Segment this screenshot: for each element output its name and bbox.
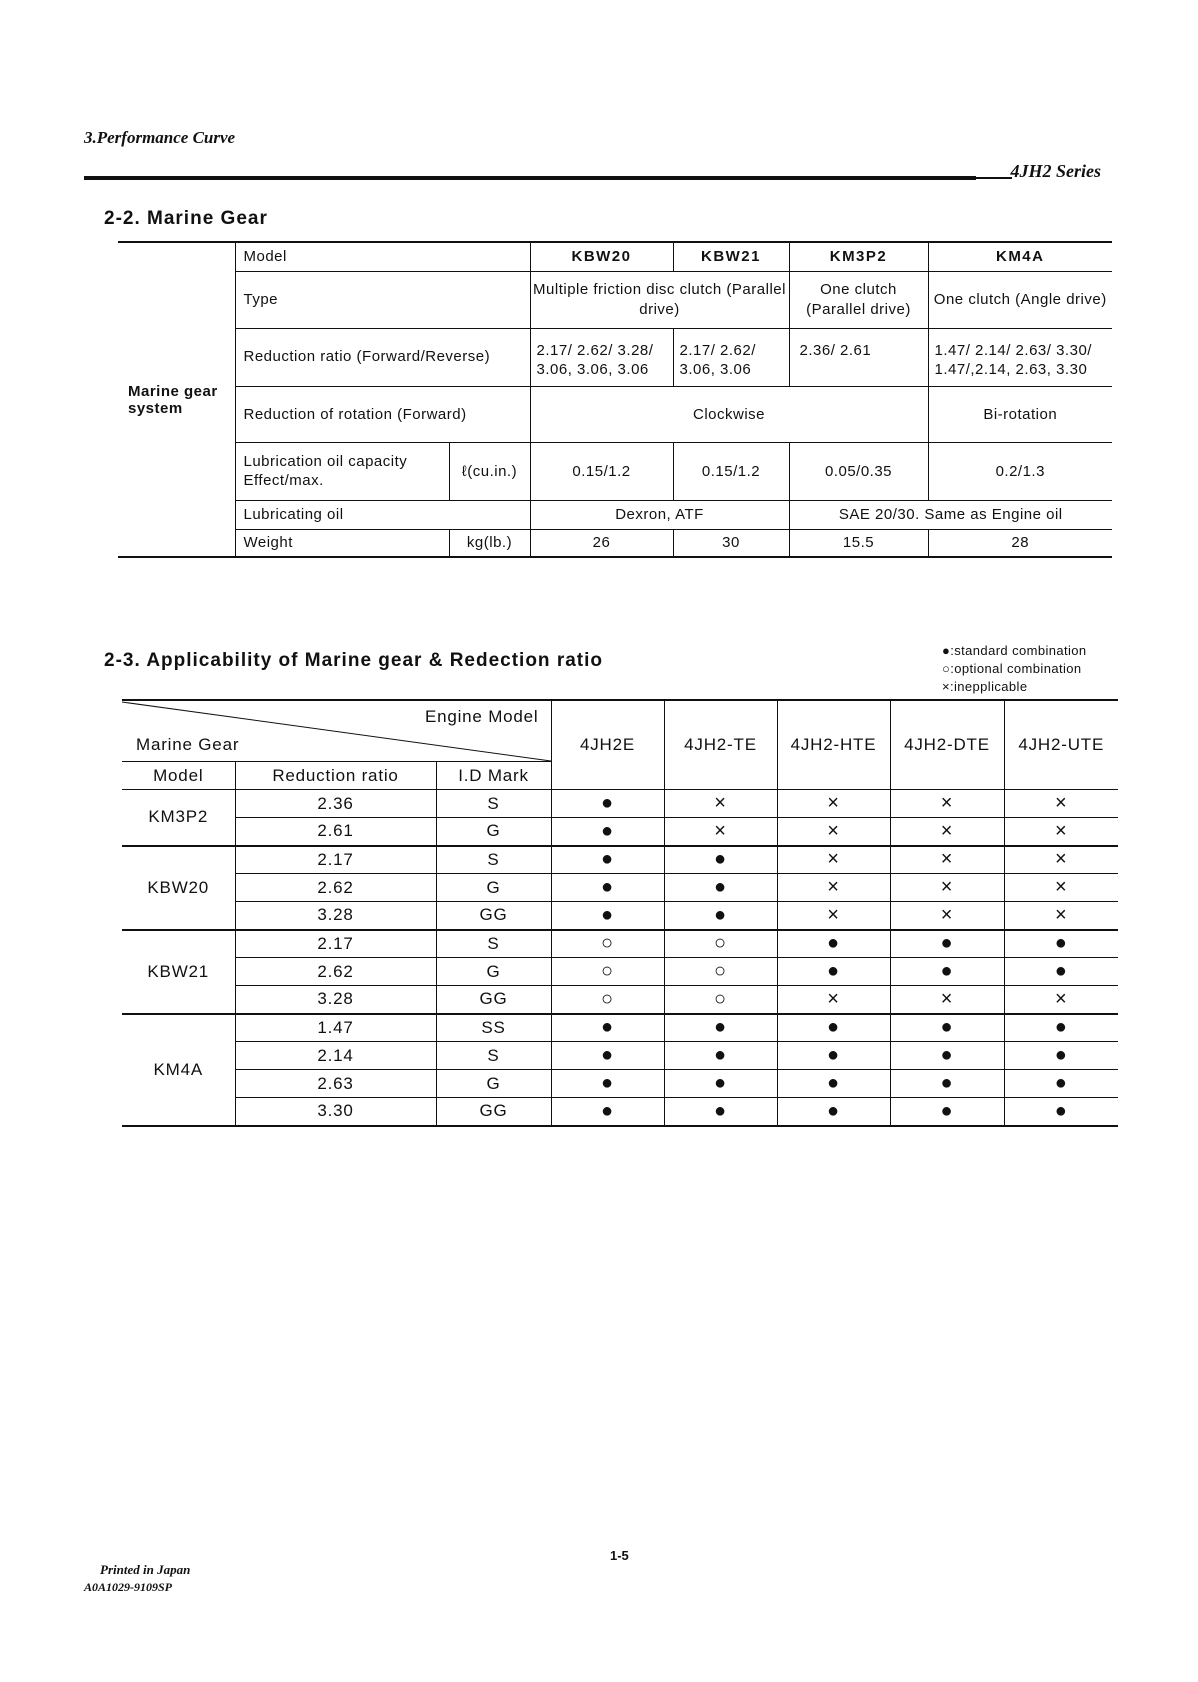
- combination-mark: ●: [551, 874, 664, 902]
- combination-mark: ×: [890, 846, 1004, 874]
- combination-mark: ●: [664, 1098, 777, 1126]
- engine-4jh2-hte: 4JH2-HTE: [777, 700, 890, 790]
- combination-mark: ●: [551, 1042, 664, 1070]
- table-row: [122, 986, 1118, 1014]
- model-kbw20: KBW20: [530, 242, 673, 271]
- table-row: [122, 1014, 1118, 1042]
- weight-kbw21: 30: [673, 529, 789, 557]
- page-number: 1-5: [610, 1548, 629, 1563]
- printed-in-japan: Printed in Japan: [100, 1562, 191, 1577]
- combination-mark: ●: [551, 790, 664, 818]
- combination-mark: ×: [890, 790, 1004, 818]
- combination-mark: ●: [777, 1070, 890, 1098]
- combination-mark: ×: [890, 818, 1004, 846]
- engine-4jh2e: 4JH2E: [551, 700, 664, 790]
- document-code: A0A1029-9109SP: [84, 1580, 173, 1594]
- reduction-ratio: 2.14: [235, 1042, 436, 1070]
- id-mark: GG: [436, 986, 551, 1014]
- table-row: [122, 930, 1118, 958]
- combination-mark: ●: [777, 958, 890, 986]
- corner-header: [122, 700, 551, 762]
- combination-mark: ×: [777, 986, 890, 1014]
- marine-gear-system-label: Marine gear system: [118, 242, 235, 557]
- id-mark: GG: [436, 1098, 551, 1126]
- reduction-km4a: 1.47/ 2.14/ 2.63/ 3.30/ 1.47/,2.14, 2.63, 3.30: [928, 328, 1112, 386]
- legend-standard: ●:standard combination: [942, 643, 1087, 658]
- table-row: [122, 790, 1118, 818]
- lube-capacity-km4a: 0.2/1.3: [928, 442, 1112, 500]
- reduction-ratio: 2.17: [235, 846, 436, 874]
- table-row: [122, 846, 1118, 874]
- legend: [942, 642, 1087, 696]
- applicability-table: [122, 699, 1118, 1127]
- legend-optional: ○:optional combination: [942, 661, 1082, 676]
- combination-mark: ●: [1004, 1014, 1118, 1042]
- lube-oil-kbw: Dexron, ATF: [530, 500, 789, 529]
- combination-mark: ○: [664, 930, 777, 958]
- engine-4jh2-dte: 4JH2-DTE: [890, 700, 1004, 790]
- reduction-ratio: 2.62: [235, 958, 436, 986]
- model-km3p2: KM3P2: [789, 242, 928, 271]
- marine-gear-spec-table: [118, 241, 1112, 558]
- reduction-ratio: 2.36: [235, 790, 436, 818]
- combination-mark: ●: [890, 1042, 1004, 1070]
- combination-mark: ●: [664, 1070, 777, 1098]
- combination-mark: ×: [1004, 874, 1118, 902]
- table-row: [122, 1070, 1118, 1098]
- combination-mark: ●: [1004, 1070, 1118, 1098]
- id-mark: SS: [436, 1014, 551, 1042]
- combination-mark: ×: [777, 874, 890, 902]
- combination-mark: ●: [777, 1098, 890, 1126]
- corner-engine-label: Engine Model: [424, 707, 539, 726]
- table-row: [122, 1098, 1118, 1126]
- combination-mark: ×: [664, 818, 777, 846]
- model-km4a: KM4A: [928, 242, 1112, 271]
- reduction-ratio: 1.47: [235, 1014, 436, 1042]
- combination-mark: ●: [777, 1014, 890, 1042]
- combination-mark: ×: [1004, 846, 1118, 874]
- combination-mark: ●: [777, 1042, 890, 1070]
- gear-model-km4a: KM4A: [122, 1014, 235, 1126]
- chapter-title: 3.Performance Curve: [84, 128, 236, 147]
- combination-mark: ●: [1004, 958, 1118, 986]
- row-label-lube-capacity: Lubrication oil capacity Effect/max.: [235, 442, 449, 500]
- combination-mark: ●: [890, 1098, 1004, 1126]
- combination-mark: ×: [664, 790, 777, 818]
- combination-mark: ●: [551, 1014, 664, 1042]
- row-label-reduction: Reduction ratio (Forward/Reverse): [235, 328, 530, 386]
- id-mark: S: [436, 846, 551, 874]
- col-header-mark: I.D Mark: [436, 762, 551, 790]
- combination-mark: ×: [1004, 986, 1118, 1014]
- row-label-lube-oil: Lubricating oil: [235, 500, 530, 529]
- table-row: [122, 958, 1118, 986]
- section-2-2-title: 2-2. Marine Gear: [104, 208, 268, 229]
- combination-mark: ●: [890, 930, 1004, 958]
- col-header-model: Model: [122, 762, 235, 790]
- combination-mark: ●: [777, 930, 890, 958]
- weight-km3p2: 15.5: [789, 529, 928, 557]
- combination-mark: ×: [777, 846, 890, 874]
- id-mark: S: [436, 930, 551, 958]
- reduction-ratio: 3.28: [235, 986, 436, 1014]
- reduction-ratio: 2.62: [235, 874, 436, 902]
- reduction-kbw21: 2.17/ 2.62/ 3.06, 3.06: [673, 328, 789, 386]
- reduction-ratio: 2.61: [235, 818, 436, 846]
- combination-mark: ×: [777, 818, 890, 846]
- engine-4jh2-ute: 4JH2-UTE: [1004, 700, 1118, 790]
- gear-model-kbw21: KBW21: [122, 930, 235, 1014]
- row-label-rotation: Reduction of rotation (Forward): [235, 386, 530, 442]
- combination-mark: ○: [551, 930, 664, 958]
- rotation-clockwise: Clockwise: [530, 386, 928, 442]
- reduction-ratio: 3.30: [235, 1098, 436, 1126]
- type-km4a: One clutch (Angle drive): [928, 271, 1112, 328]
- reduction-ratio: 2.63: [235, 1070, 436, 1098]
- weight-kbw20: 26: [530, 529, 673, 557]
- table-row: [122, 818, 1118, 846]
- combination-mark: ●: [551, 1098, 664, 1126]
- id-mark: GG: [436, 902, 551, 930]
- row-label-model: Model: [235, 242, 530, 271]
- id-mark: G: [436, 958, 551, 986]
- id-mark: S: [436, 1042, 551, 1070]
- reduction-kbw20: 2.17/ 2.62/ 3.28/ 3.06, 3.06, 3.06: [530, 328, 673, 386]
- lube-capacity-kbw20: 0.15/1.2: [530, 442, 673, 500]
- reduction-km3p2: 2.36/ 2.61: [789, 328, 928, 386]
- lube-oil-km: SAE 20/30. Same as Engine oil: [789, 500, 1112, 529]
- combination-mark: ●: [890, 958, 1004, 986]
- section-2-3-title: 2-3. Applicability of Marine gear & Redection ratio: [104, 650, 603, 671]
- combination-mark: ●: [1004, 930, 1118, 958]
- lube-capacity-kbw21: 0.15/1.2: [673, 442, 789, 500]
- model-kbw21: KBW21: [673, 242, 789, 271]
- combination-mark: ×: [777, 790, 890, 818]
- combination-mark: ×: [890, 986, 1004, 1014]
- weight-km4a: 28: [928, 529, 1112, 557]
- reduction-ratio: 3.28: [235, 902, 436, 930]
- gear-model-kbw20: KBW20: [122, 846, 235, 930]
- combination-mark: ●: [1004, 1098, 1118, 1126]
- combination-mark: ○: [551, 986, 664, 1014]
- combination-mark: ●: [664, 1014, 777, 1042]
- row-label-weight: Weight: [235, 529, 449, 557]
- rotation-birotation: Bi-rotation: [928, 386, 1112, 442]
- reduction-ratio: 2.17: [235, 930, 436, 958]
- row-label-type: Type: [235, 271, 530, 328]
- combination-mark: ×: [1004, 818, 1118, 846]
- combination-mark: ●: [890, 1014, 1004, 1042]
- combination-mark: ●: [551, 846, 664, 874]
- series-title: 4JH2 Series: [1010, 161, 1101, 181]
- combination-mark: ●: [890, 1070, 1004, 1098]
- combination-mark: ●: [551, 1070, 664, 1098]
- combination-mark: ●: [551, 902, 664, 930]
- legend-inapplicable: ×:inepplicable: [942, 679, 1028, 694]
- lube-capacity-km3p2: 0.05/0.35: [789, 442, 928, 500]
- combination-mark: ●: [664, 902, 777, 930]
- combination-mark: ○: [664, 958, 777, 986]
- table-row: [122, 1042, 1118, 1070]
- combination-mark: ●: [664, 874, 777, 902]
- header-rule: [84, 176, 976, 180]
- header-rule-end: [976, 177, 1012, 179]
- corner-gear-label: Marine Gear: [136, 735, 240, 754]
- combination-mark: ×: [890, 902, 1004, 930]
- combination-mark: ○: [664, 986, 777, 1014]
- combination-mark: ×: [890, 874, 1004, 902]
- combination-mark: ●: [664, 1042, 777, 1070]
- table-row: [122, 874, 1118, 902]
- id-mark: G: [436, 874, 551, 902]
- gear-model-km3p2: KM3P2: [122, 790, 235, 846]
- engine-4jh2-te: 4JH2-TE: [664, 700, 777, 790]
- combination-mark: ●: [551, 818, 664, 846]
- table-row: [122, 902, 1118, 930]
- weight-unit: kg(lb.): [449, 529, 530, 557]
- col-header-ratio: Reduction ratio: [235, 762, 436, 790]
- type-km3p2: One clutch (Parallel drive): [789, 271, 928, 328]
- combination-mark: ●: [664, 846, 777, 874]
- lube-capacity-unit: ℓ(cu.in.): [449, 442, 530, 500]
- id-mark: S: [436, 790, 551, 818]
- combination-mark: ○: [551, 958, 664, 986]
- combination-mark: ●: [1004, 1042, 1118, 1070]
- id-mark: G: [436, 818, 551, 846]
- type-kbw: Multiple friction disc clutch (Parallel drive): [530, 271, 789, 328]
- combination-mark: ×: [1004, 790, 1118, 818]
- combination-mark: ×: [1004, 902, 1118, 930]
- combination-mark: ×: [777, 902, 890, 930]
- id-mark: G: [436, 1070, 551, 1098]
